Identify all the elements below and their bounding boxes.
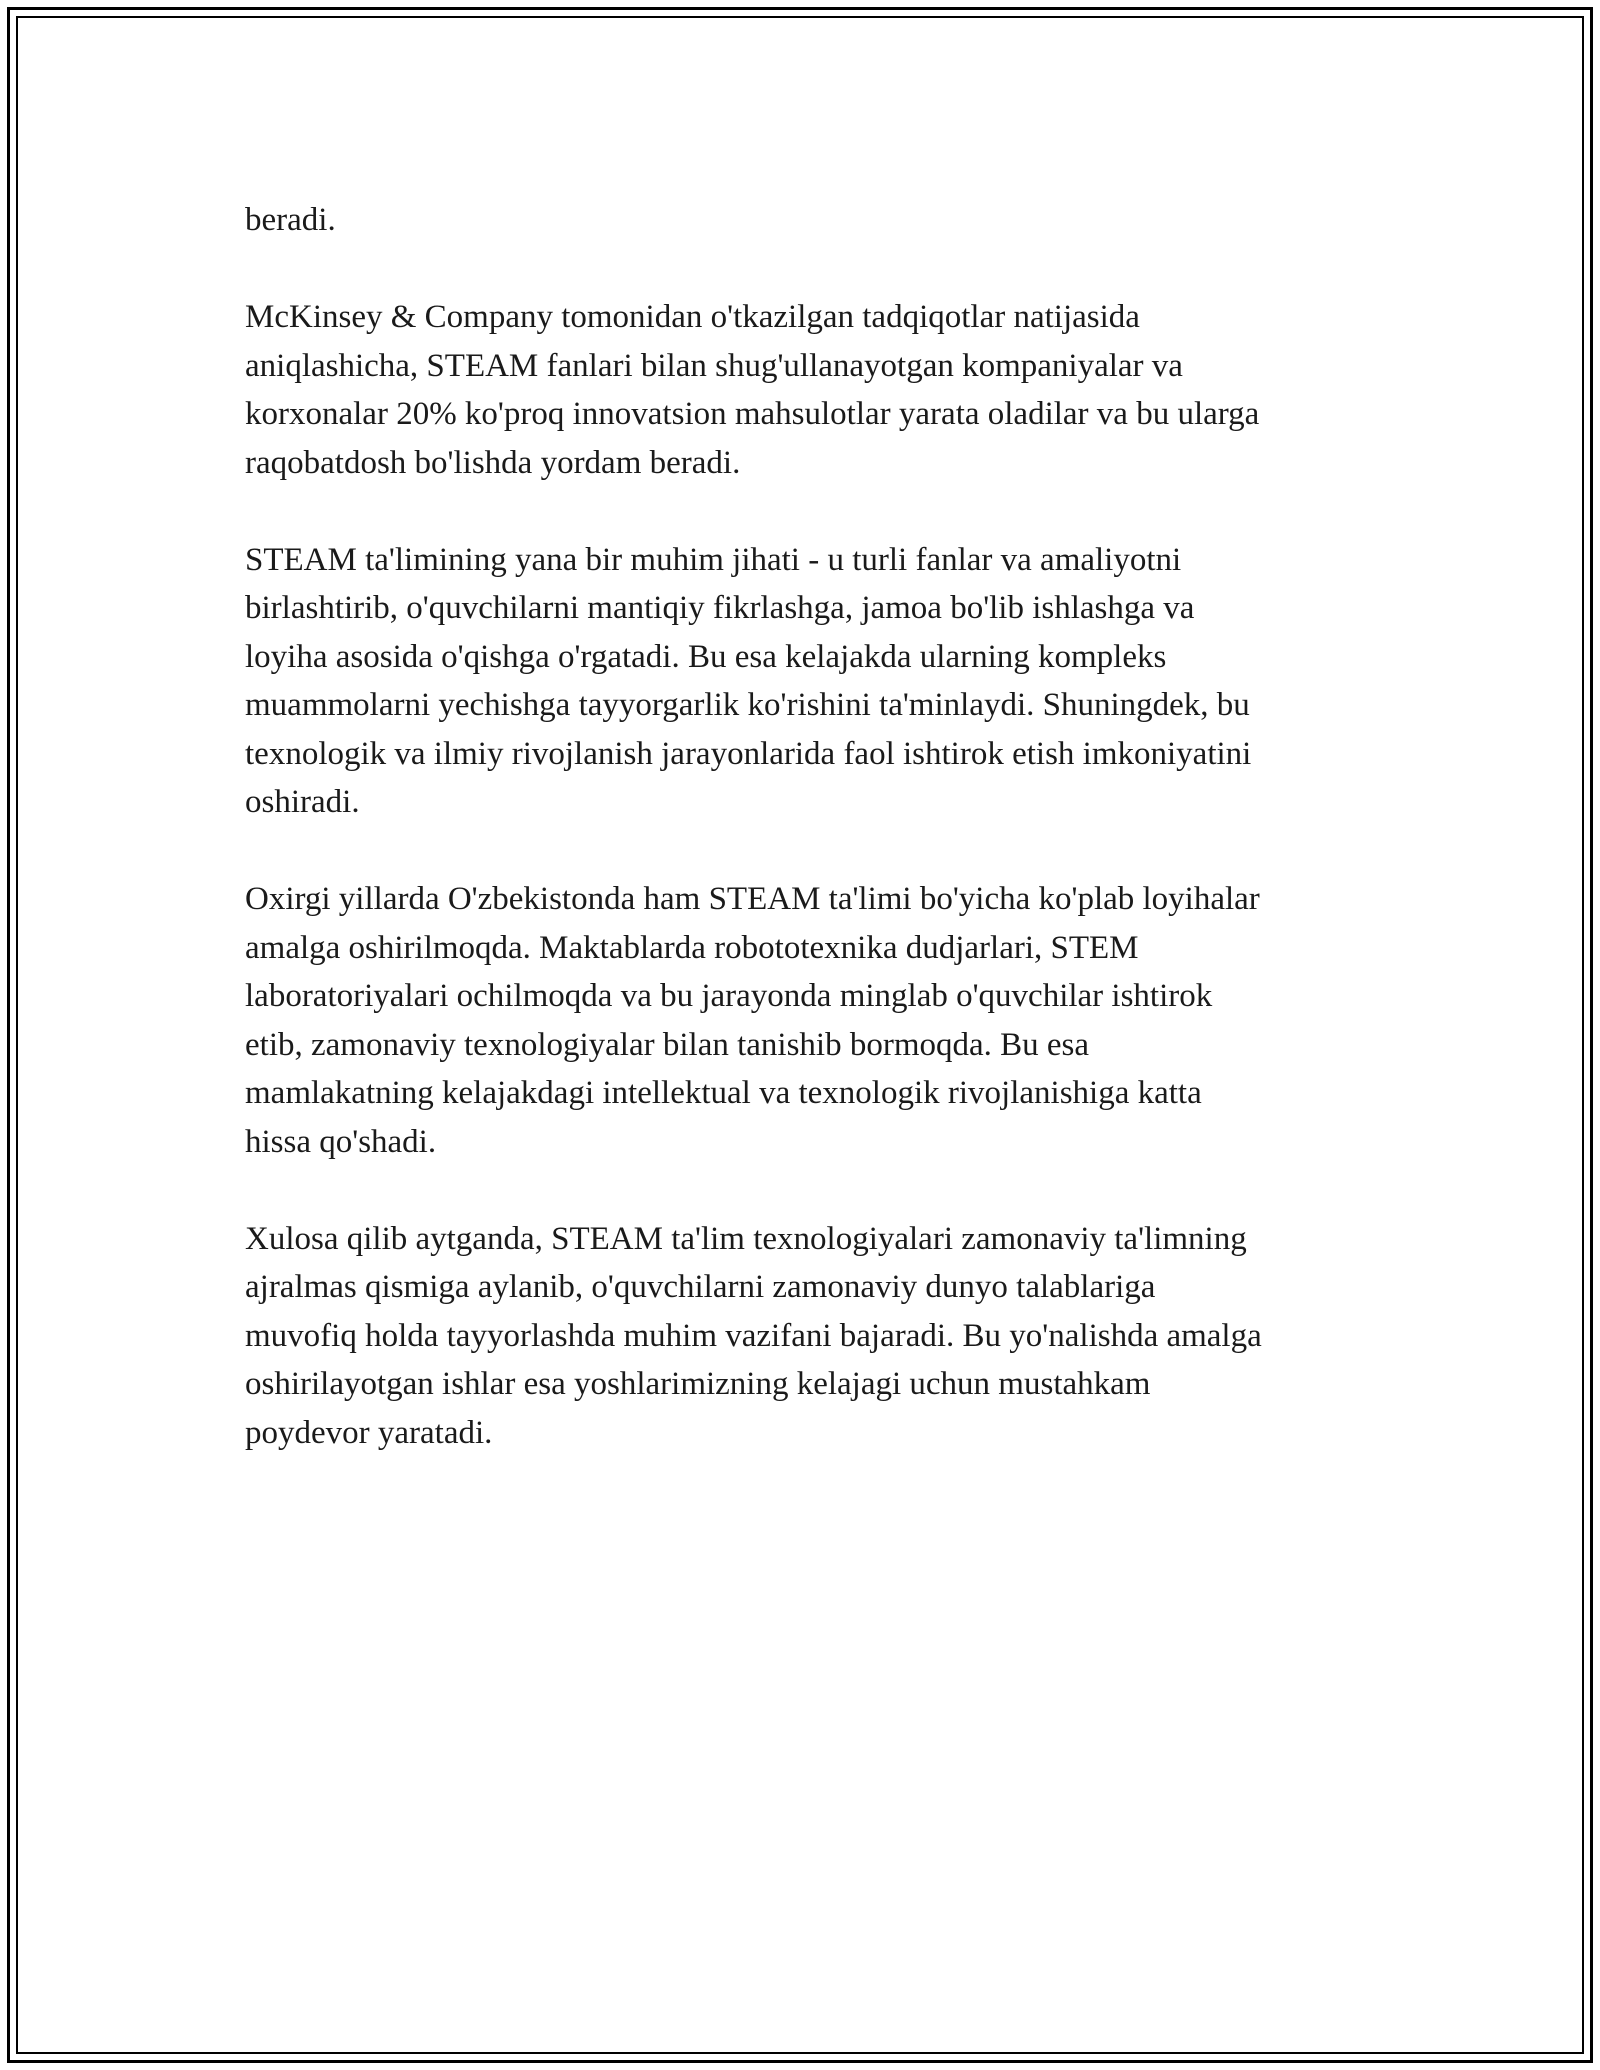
paragraph-continuation: beradi. bbox=[245, 202, 336, 238]
paragraph-uzbekistan-projects: Oxirgi yillarda O'zbekistonda ham STEAM ta'limi bo'yicha ko'plab loyihalar amalga oshirilmoqda. Maktablarda robototexnika dudjarlari, STEM laboratoriyalari ochilmoqda va bu jarayonda minglab o'quvchilar ishtirok etib, zamonaviy texnologiyalar bilan tanishib bormoqda. Bu esa mamlakatning kelajakdagi intellektual va texnologik rivojlanishiga katta hissa qo'shadi. bbox=[245, 881, 1260, 1160]
page-content bbox=[245, 196, 1380, 1506]
page-frame bbox=[7, 7, 1593, 2063]
paragraph-conclusion: Xulosa qilib aytganda, STEAM ta'lim texnologiyalari zamonaviy ta'limning ajralmas qismiga aylanib, o'quvchilarni zamonaviy dunyo talablariga muvofiq holda tayyorlashda muhim vazifani bajaradi. Bu yo'nalishda amalga oshirilayotgan ishlar esa yoshlarimizning kelajagi uchun mustahkam poydevor yaratadi. bbox=[245, 1220, 1262, 1451]
paragraph-mckinsey-research: McKinsey & Company tomonidan o'tkazilgan tadqiqotlar natijasida aniqlashicha, STEAM fanlari bilan shug'ullanayotgan kompaniyalar va korxonalar 20% ko'proq innovatsion mahsulotlar yarata oladilar va bu ularga raqobatdosh bo'lishda yordam beradi. bbox=[245, 299, 1260, 481]
paragraph-steam-importance: STEAM ta'limining yana bir muhim jihati - u turli fanlar va amaliyotni birlashtirib, o'quvchilarni mantiqiy fikrlashga, jamoa bo'lib ishlashga va loyiha asosida o'qishga o'rgatadi. Bu esa kelajakda ularning kompleks muammolarni yechishga tayyorgarlik ko'rishini ta'minlaydi. Shuningdek, bu texnologik va ilmiy rivojlanish jarayonlarida faol ishtirok etish imkoniyatini oshiradi. bbox=[245, 541, 1252, 820]
